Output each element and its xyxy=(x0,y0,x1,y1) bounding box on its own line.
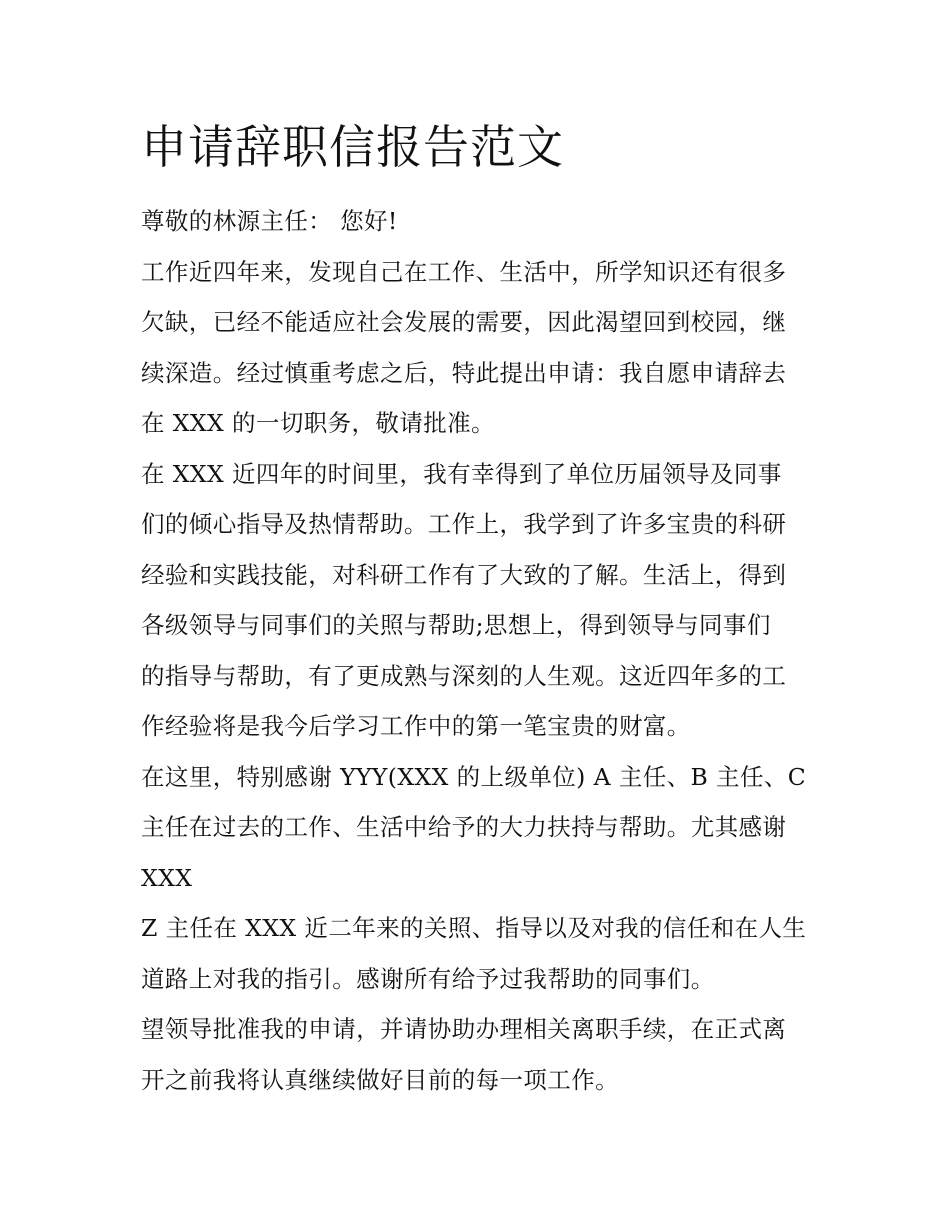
text-line: 道路上对我的指引。感谢所有给予过我帮助的同事们。 xyxy=(141,964,715,993)
text-line: 作经验将是我今后学习工作中的第一笔宝贵的财富。 xyxy=(141,712,691,740)
text-line: 开之前我将认真继续做好目前的每一项工作。 xyxy=(141,1065,619,1094)
text-line: 经验和实践技能，对科研工作有了大致的了解。生活上，得到 xyxy=(141,560,787,589)
text-line: 续深造。经过慎重考虑之后，特此提出申请：我自愿申请辞去 xyxy=(141,358,787,387)
text-line: 在 XXX 近四年的时间里，我有幸得到了单位历届领导及同事 xyxy=(141,459,782,488)
text-line: Z 主任在 XXX 近二年来的关照、指导以及对我的信任和在人生 xyxy=(141,914,807,942)
text-line: 在这里，特别感谢 YYY(XXX 的上级单位) A 主任、B 主任、C xyxy=(141,762,807,791)
document-title: 申请辞职信报告范文 xyxy=(141,120,564,174)
text-line: 在 XXX 的一切职务，敬请批准。 xyxy=(141,409,495,437)
text-line: 各级领导与同事们的关照与帮助;思想上，得到领导与同事们 xyxy=(141,611,771,639)
text-line: 的指导与帮助，有了更成熟与深刻的人生观。这近四年多的工 xyxy=(141,661,787,690)
document-body xyxy=(141,196,821,1105)
text-line: 主任在过去的工作、生活中给予的大力扶持与帮助。尤其感谢 xyxy=(141,813,787,841)
salutation-line: 尊敬的林源主任： 您好! xyxy=(141,207,398,235)
text-line: 们的倾心指导及热情帮助。工作上，我学到了许多宝贵的科研 xyxy=(141,510,787,538)
text-line: XXX xyxy=(141,863,193,892)
text-line: 欠缺，已经不能适应社会发展的需要，因此渴望回到校园，继 xyxy=(141,308,787,336)
text-line: 工作近四年来，发现自己在工作、生活中，所学知识还有很多 xyxy=(141,257,787,286)
text-line: 望领导批准我的申请，并请协助办理相关离职手续，在正式离 xyxy=(141,1015,787,1043)
